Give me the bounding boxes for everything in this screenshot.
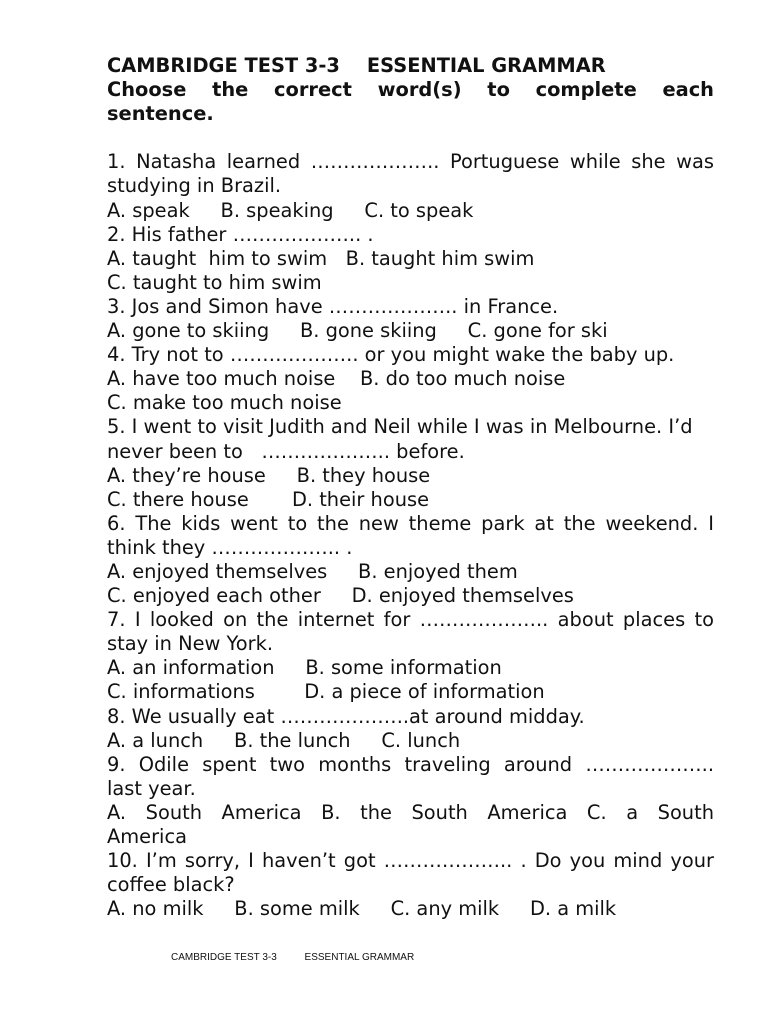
question-block [107, 415, 714, 511]
question-block [107, 705, 714, 753]
question-stem: 1. Natasha learned ……………….. Portuguese while she was [107, 150, 714, 174]
question-line: A. taught him to swim B. taught him swim [107, 246, 535, 270]
question-block [107, 295, 714, 343]
question-line: A. no milk B. some milk C. any milk D. a milk [107, 897, 617, 921]
question-line: A. a lunch B. the lunch C. lunch [107, 728, 461, 752]
question-line: C. there house D. their house [107, 487, 430, 511]
question-block [107, 223, 714, 295]
question-line: A. gone to skiing B. gone skiing C. gone for ski [107, 319, 608, 343]
question-stem: 3. Jos and Simon have ……………….. in France. [107, 294, 559, 318]
question-line: A. they’re house B. they house [107, 463, 431, 487]
question-line: A. an information B. some information [107, 656, 502, 680]
question-line: A. South America B. the South America C. a South [107, 800, 714, 824]
question-line: think they ……………….. . [107, 535, 353, 559]
spacer [107, 126, 714, 150]
question-stem: 9. Odile spent two months traveling around ……………….. [107, 752, 714, 776]
instruction-line-1: Choose the correct word(s) to complete each [107, 78, 714, 102]
question-line: studying in Brazil. [107, 174, 282, 198]
question-line: never been to ……………….. before. [107, 439, 465, 463]
question-line: C. taught to him swim [107, 270, 322, 294]
worksheet-content [107, 54, 714, 921]
question-line: C. enjoyed each other D. enjoyed themselves [107, 584, 574, 608]
question-line: C. informations D. a piece of information [107, 680, 545, 704]
page-footer: CAMBRIDGE TEST 3-3 ESSENTIAL GRAMMAR [171, 952, 415, 963]
question-stem: 2. His father ……………….. . [107, 222, 374, 246]
question-line: last year. [107, 776, 196, 800]
question-block [107, 608, 714, 704]
question-line: A. speak B. speaking C. to speak [107, 198, 474, 222]
page-title: CAMBRIDGE TEST 3-3 ESSENTIAL GRAMMAR [107, 54, 606, 77]
question-line: coffee black? [107, 873, 235, 897]
question-stem: 4. Try not to ……………….. or you might wake the baby up. [107, 343, 675, 367]
question-stem: 7. I looked on the internet for ……………….. about places to [107, 608, 714, 632]
question-stem: 5. I went to visit Judith and Neil while I was in Melbourne. I’d [107, 415, 693, 439]
question-stem: 10. I’m sorry, I haven’t got ……………….. . Do you mind your [107, 849, 714, 873]
question-line: America [107, 825, 187, 848]
question-line: C. make too much noise [107, 391, 342, 415]
question-stem: 8. We usually eat ………………..at around midday. [107, 704, 585, 728]
question-block [107, 150, 714, 222]
instruction-line-2: sentence. [107, 102, 214, 126]
question-block [107, 849, 714, 921]
question-list [107, 150, 714, 921]
question-block [107, 753, 714, 849]
question-line: A. have too much noise B. do too much noise [107, 367, 566, 391]
question-block [107, 512, 714, 608]
question-line: stay in New York. [107, 632, 274, 656]
question-block [107, 343, 714, 415]
question-stem: 6. The kids went to the new theme park at the weekend. I [107, 511, 714, 535]
question-line: A. enjoyed themselves B. enjoyed them [107, 559, 518, 583]
